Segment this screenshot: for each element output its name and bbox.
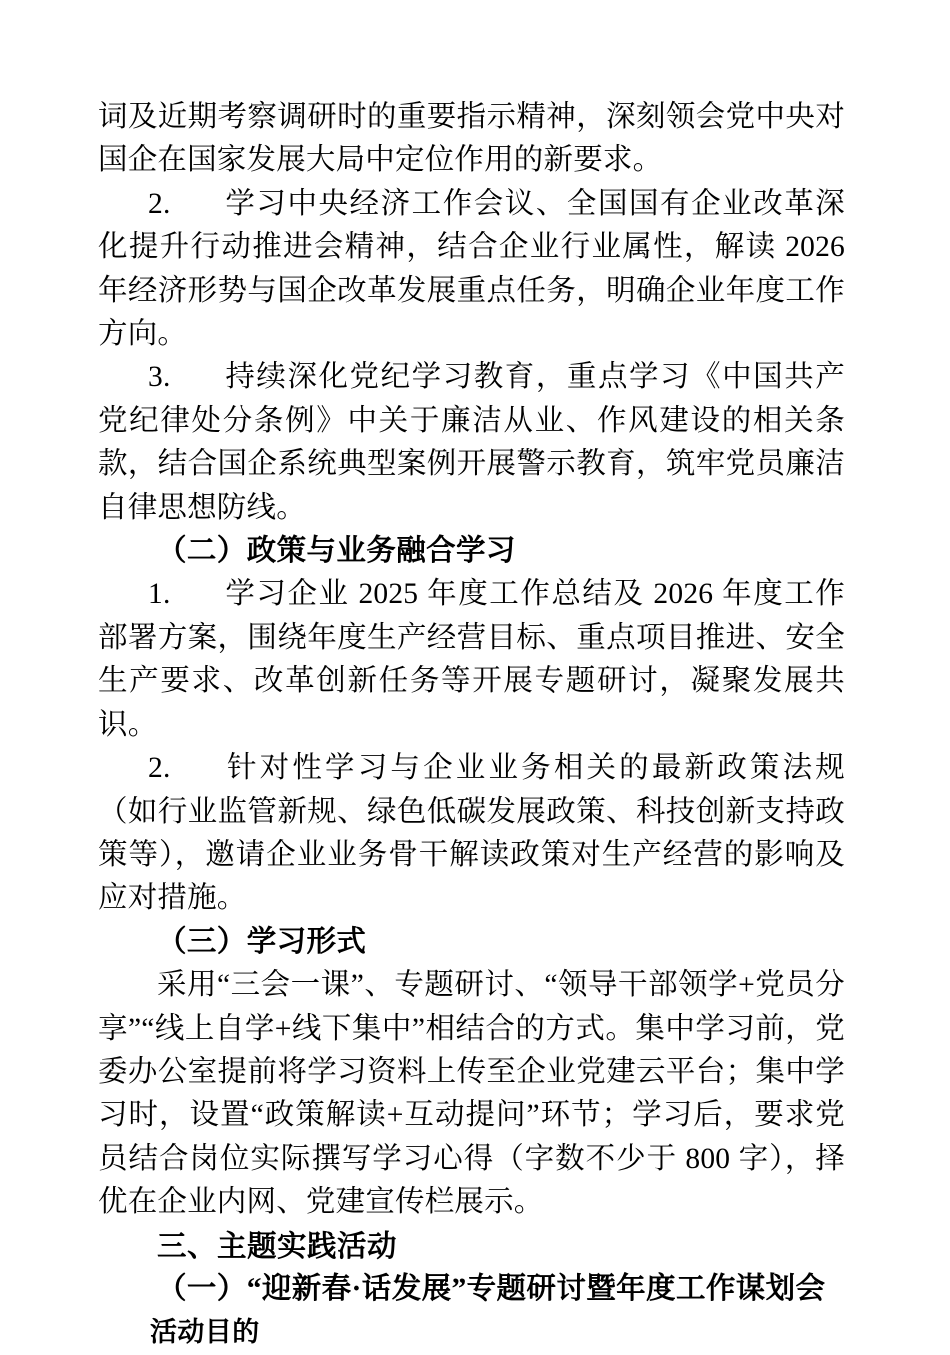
numbered-item-2a <box>98 183 845 357</box>
numbered-item-2b <box>98 747 845 921</box>
section-heading-yi: （一）“迎新春·话发展”专题研讨暨年度工作谋划会 <box>157 1272 826 1305</box>
paragraph-study-format: 采用“三会一课”、专题研讨、“领导干部领学+党员分享”“线上自学+线下集中”相结合的方式。集中学习前，党委办公室提前将学习资料上传至企业党建云平台；集中学习时，设置“政策解读+互动提问”环节；学习后，要求党员结合岗位实际撰写学习心得（字数不少于 800 字），择优在企业内网、党建宣传栏展示。 <box>98 969 845 1219</box>
list-text: 持续深化党纪学习教育，重点学习《中国共产党纪律处分条例》中关于廉洁从业、作风建设的相关条款，结合国企系统典型案例开展警示教育，筑牢党员廉洁自律思想防线。 <box>98 361 845 524</box>
section-heading-er: （二）政策与业务融合学习 <box>157 535 516 568</box>
numbered-item-3a <box>98 356 845 530</box>
list-text: 学习企业 2025 年度工作总结及 2026 年度工作部署方案，围绕年度生产经营目标、重点项目推进、安全生产要求、改革创新任务等开展专题研讨，凝聚发展共识。 <box>98 578 845 741</box>
list-text: 针对性学习与企业业务相关的最新政策法规（如行业监管新规、绿色低碳发展政策、科技创新支持政策等），邀请企业业务骨干解读政策对生产经营的影响及应对措施。 <box>98 752 845 915</box>
numbered-item-1b <box>98 573 845 747</box>
list-number: 2. <box>148 752 171 785</box>
list-number: 2. <box>148 187 171 220</box>
document-body <box>98 96 845 1355</box>
major-heading-three: 三、主题实践活动 <box>157 1229 398 1263</box>
paragraph-continued: 词及近期考察调研时的重要指示精神，深刻领会党中央对国企在国家发展大局中定位作用的新要求。 <box>98 101 845 177</box>
list-text: 学习中央经济工作会议、全国国有企业改革深化提升行动推进会精神，结合企业行业属性，解读 2026 年经济形势与国企改革发展重点任务，明确企业年度工作方向。 <box>98 187 845 351</box>
list-number: 1. <box>148 578 171 611</box>
subheading-activity-purpose: 活动目的 <box>150 1317 260 1348</box>
section-heading-san: （三）学习形式 <box>157 925 367 958</box>
list-number: 3. <box>148 361 171 394</box>
